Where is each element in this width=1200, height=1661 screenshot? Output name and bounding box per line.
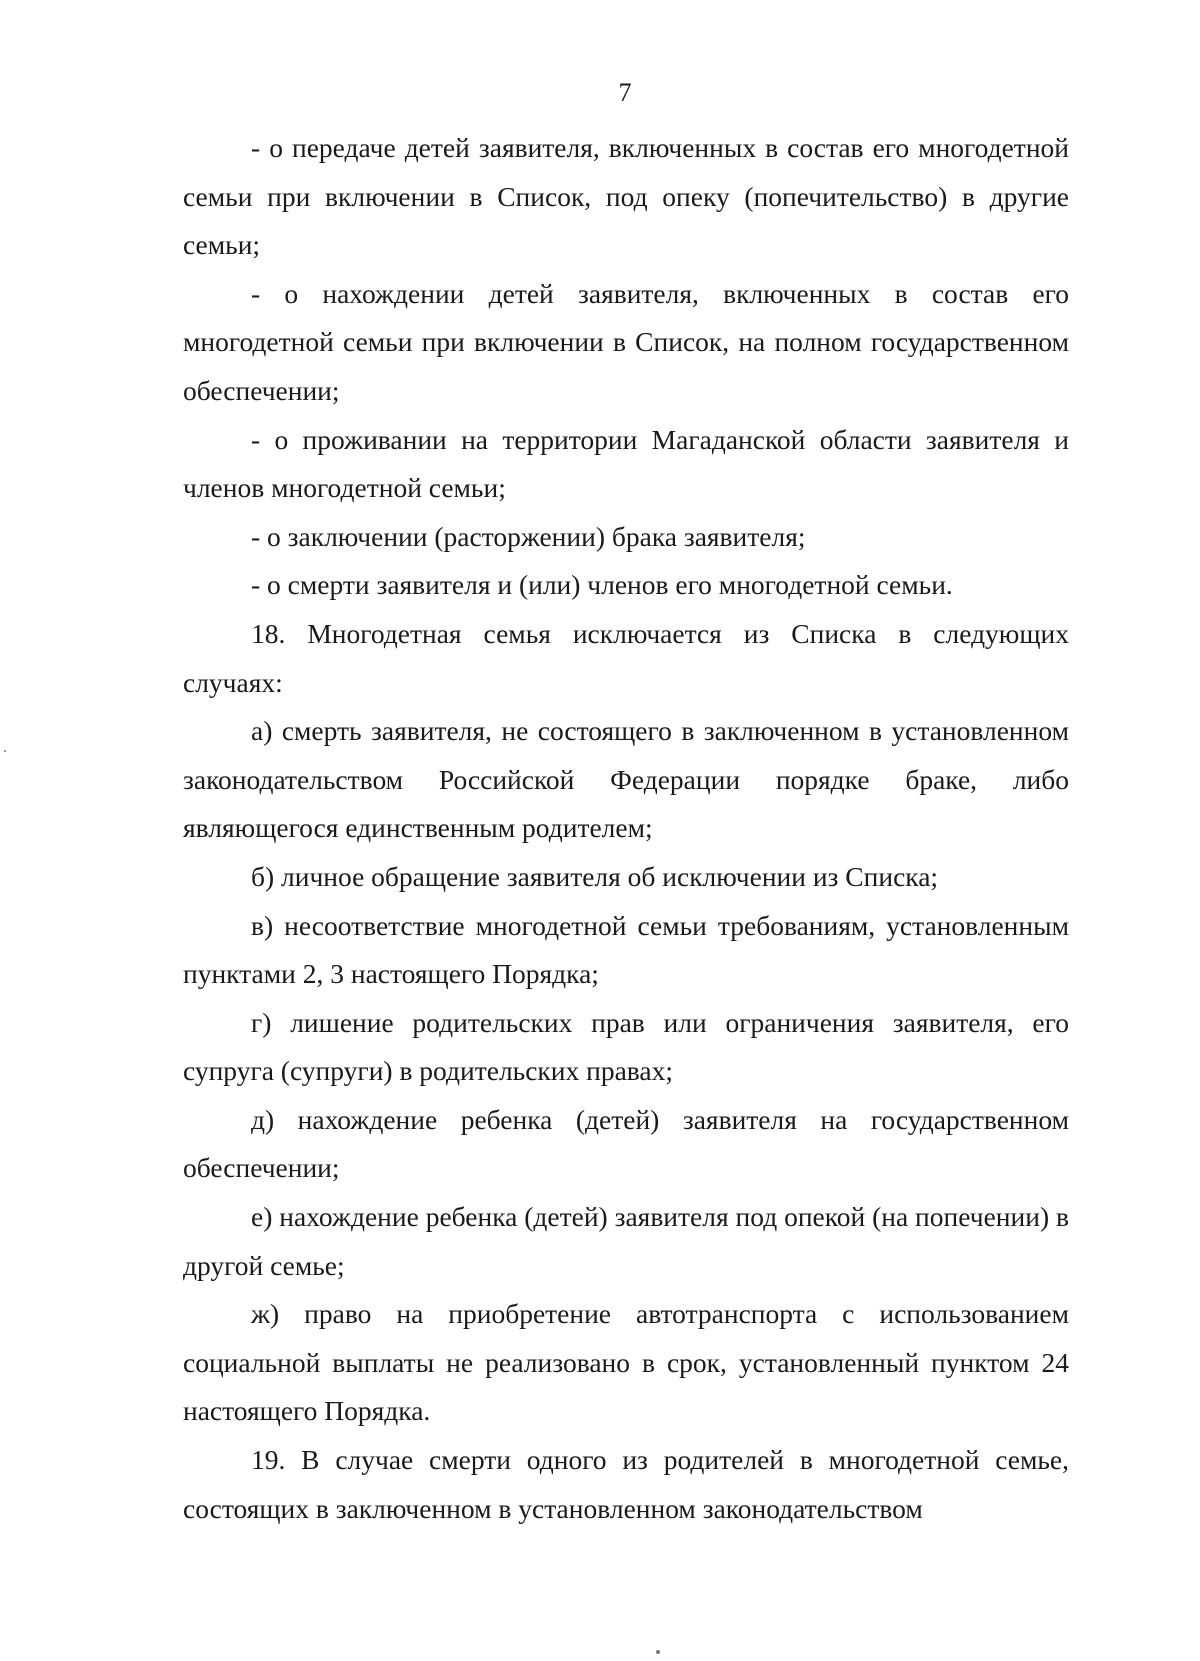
list-item-state-support: - о нахождении детей заявителя, включенных в состав его многодетной семьи при включении в Список, на полном государственном обеспечении; — [183, 277, 1069, 406]
clause-19-start: 19. В случае смерти одного из родителей в многодетной семье, состоящих в заключенном в установленном законодательством — [183, 1444, 1069, 1524]
clause-18-item-b: б) личное обращение заявителя об исключении из Списка; — [251, 860, 939, 892]
scan-artifact — [4, 750, 6, 752]
clause-18-item-g: г) лишение родительских прав или ограничения заявителя, его супруга (супруги) в родительских правах; — [183, 1006, 1069, 1087]
list-item-residence: - о проживании на территории Магаданской области заявителя и членов многодетной семьи; — [183, 423, 1069, 504]
list-item-marriage: - о заключении (расторжении) брака заявителя; — [251, 520, 806, 552]
list-item-death: - о смерти заявителя и (или) членов его многодетной семьи. — [251, 569, 953, 601]
document-body — [183, 124, 1069, 1533]
clause-18-item-e: е) нахождение ребенка (детей) заявителя под опекой (на попечении) в другой семье; — [183, 1201, 1069, 1281]
clause-18-heading: 18. Многодетная семья исключается из Списка в следующих случаях: — [183, 617, 1069, 698]
clause-18-item-v: в) несоответствие многодетной семьи требованиям, установленным пунктами 2, 3 настоящего Порядка; — [183, 909, 1069, 990]
list-item-transfer-guardianship: - о передаче детей заявителя, включенных в состав его многодетной семьи при включении в Список, под опеку (попечительство) в другие семьи; — [183, 132, 1069, 261]
scan-speck — [656, 1650, 660, 1654]
page-number: 7 — [618, 78, 632, 107]
clause-18-item-zh: ж) право на приобретение автотранспорта с использованием социальной выплаты не реализовано в срок, установленный пунктом 24 настоящего Порядка. — [183, 1298, 1069, 1427]
clause-18-item-a: а) смерть заявителя, не состоящего в заключенном в установленном законодательством Российской Федерации порядке браке, либо являющегося единственным родителем; — [183, 715, 1069, 844]
clause-18-item-d: д) нахождение ребенка (детей) заявителя на государственном обеспечении; — [183, 1103, 1069, 1184]
